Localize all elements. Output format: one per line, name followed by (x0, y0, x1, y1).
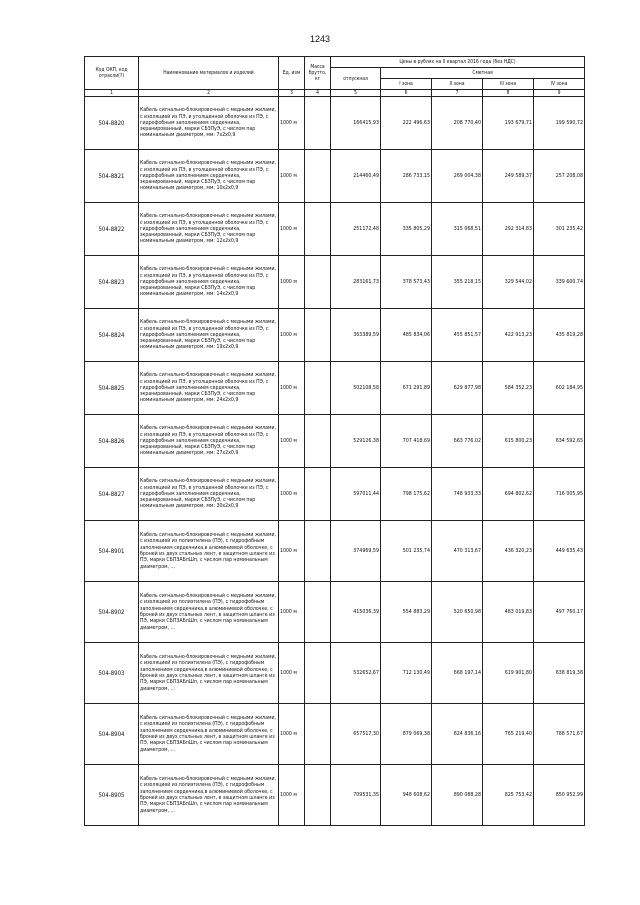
row-price-zone-3: 249 589,37 (483, 150, 534, 203)
column-number: 4 (305, 90, 331, 97)
row-name: Кабель сигнально-блокировочный с медными жилами, с изоляцией из полиэтилена (ПЭ), с гидрофобным заполнением сердечника,в алюминиевой оболочке, с броней из двух стальных лент, в защитном шланге из ПЭ, марки СБПЗАБпШп, с числом пар номинальным диаметром, ... (139, 521, 279, 582)
row-name: Кабель сигнально-блокировочный с медными жилами, с изоляцией из полиэтилена (ПЭ), с гидрофобным заполнением сердечника,в алюминиевой оболочке, с броней из двух стальных лент, в защитном шланге из ПЭ, марки СБПЗАБпШп, с числом пар номинальным диаметром, ... (139, 643, 279, 704)
row-price-ex-works: 214460,49 (331, 150, 381, 203)
row-price-zone-1: 712 130,49 (381, 643, 432, 704)
row-price-ex-works: 502108,58 (331, 362, 381, 415)
row-unit: 1000 м (279, 521, 305, 582)
row-code: 504-8826 (85, 415, 139, 468)
row-name: Кабель сигнально-блокировочный с медными жилами, с изоляцией из полиэтилена (ПЭ), с гидрофобным заполнением сердечника,в алюминиевой оболочке, с броней из двух стальных лент, в защитном шланге из ПЭ, марки СБПЗАБпШп, с числом пар номинальным диаметром, ... (139, 582, 279, 643)
row-price-zone-3: 825 753,42 (483, 765, 534, 826)
table-row (85, 468, 585, 521)
row-mass (305, 256, 331, 309)
row-unit: 1000 м (279, 256, 305, 309)
row-unit: 1000 м (279, 362, 305, 415)
row-price-zone-1: 879 069,38 (381, 704, 432, 765)
row-code: 504-8901 (85, 521, 139, 582)
header-code: Код ОКП, код отрасли(?) (85, 57, 139, 90)
row-price-zone-3: 292 314,83 (483, 203, 534, 256)
row-price-zone-3: 193 679,71 (483, 97, 534, 150)
row-price-zone-4: 301 235,42 (534, 203, 585, 256)
column-number-row (85, 90, 585, 97)
row-mass (305, 97, 331, 150)
row-unit: 1000 м (279, 765, 305, 826)
row-price-zone-4: 638 819,38 (534, 643, 585, 704)
row-price-zone-3: 483 019,83 (483, 582, 534, 643)
row-code: 504-8820 (85, 97, 139, 150)
table-row (85, 765, 585, 826)
column-number: 6 (381, 90, 432, 97)
row-unit: 1000 м (279, 704, 305, 765)
header-mass: Масса брутто, кг (305, 57, 331, 90)
row-name: Кабель сигнально-блокировочный с медными жилами, с изоляцией из ПЭ, в утолщенной оболочке из ПЭ, с гидрофобным заполнением сердечника, экранированный, марки СБЗПуЭ, с числом пар номинальным диаметром, мм: 19х2х0,9 (139, 309, 279, 362)
row-code: 504-8822 (85, 203, 139, 256)
row-price-ex-works: 166415,93 (331, 97, 381, 150)
row-price-zone-1: 501 235,74 (381, 521, 432, 582)
row-price-zone-3: 619 901,80 (483, 643, 534, 704)
row-price-zone-3: 694 802,62 (483, 468, 534, 521)
row-price-zone-1: 798 175,62 (381, 468, 432, 521)
row-price-zone-2: 269 004,38 (432, 150, 483, 203)
table-row (85, 521, 585, 582)
row-unit: 1000 м (279, 643, 305, 704)
header-estimate: Сметная (381, 68, 585, 79)
row-name: Кабель сигнально-блокировочный с медными жилами, с изоляцией из ПЭ, в утолщенной оболочке из ПЭ, с гидрофобным заполнением сердечника, экранированный, марки СБЗПуЭ, с числом пар номинальным диаметром, мм: 14х2х0,9 (139, 256, 279, 309)
row-price-zone-4: 449 635,43 (534, 521, 585, 582)
row-unit: 1000 м (279, 97, 305, 150)
row-name: Кабель сигнально-блокировочный с медными жилами, с изоляцией из полиэтилена (ПЭ), с гидрофобным заполнением сердечника,в алюминиевой оболочке, с броней из двух стальных лент, в защитном шланге из ПЭ, марки СБПЗАБпШп, с числом пар номинальным диаметром, ... (139, 704, 279, 765)
row-price-ex-works: 363389,59 (331, 309, 381, 362)
row-price-zone-4: 199 590,72 (534, 97, 585, 150)
row-name: Кабель сигнально-блокировочный с медными жилами, с изоляцией из ПЭ, в утолщенной оболочке из ПЭ, с гидрофобным заполнением сердечника, экранированный, марки СБЗПуЭ, с числом пар номинальным диаметром, мм: 30х2х0,9 (139, 468, 279, 521)
table-row (85, 643, 585, 704)
row-mass (305, 521, 331, 582)
price-table (84, 56, 585, 826)
row-unit: 1000 м (279, 415, 305, 468)
row-price-zone-2: 355 218,15 (432, 256, 483, 309)
column-number: 2 (139, 90, 279, 97)
row-price-zone-3: 765 219,40 (483, 704, 534, 765)
table-row (85, 362, 585, 415)
row-price-zone-4: 634 592,65 (534, 415, 585, 468)
row-price-zone-2: 748 933,33 (432, 468, 483, 521)
header-name: Наименование материалов и изделий (139, 57, 279, 90)
row-mass (305, 415, 331, 468)
row-price-zone-2: 315 068,51 (432, 203, 483, 256)
row-name: Кабель сигнально-блокировочный с медными жилами, с изоляцией из полиэтилена (ПЭ), с гидрофобным заполнением сердечника,в алюминиевой оболочке, с броней из двух стальных лент, в защитном шланге из ПЭ, марки СБПЗАБпШп, с числом пар номинальным диаметром, ... (139, 765, 279, 826)
table-row (85, 704, 585, 765)
row-price-ex-works: 529126,38 (331, 415, 381, 468)
table-row (85, 97, 585, 150)
row-price-zone-2: 470 313,67 (432, 521, 483, 582)
row-name: Кабель сигнально-блокировочный с медными жилами, с изоляцией из ПЭ, в утолщенной оболочке из ПЭ, с гидрофобным заполнением сердечника, экранированный, марки СБЗПуЭ, с числом пар номинальным диаметром, мм: 12х2х0,9 (139, 203, 279, 256)
table-body (85, 97, 585, 826)
row-mass (305, 468, 331, 521)
row-price-zone-4: 850 952,99 (534, 765, 585, 826)
row-code: 504-8821 (85, 150, 139, 203)
table-row (85, 150, 585, 203)
page-number: 1243 (309, 34, 331, 44)
row-code: 504-8903 (85, 643, 139, 704)
table-row (85, 203, 585, 256)
row-price-zone-2: 208 770,40 (432, 97, 483, 150)
row-price-zone-3: 584 352,23 (483, 362, 534, 415)
row-price-ex-works: 251172,48 (331, 203, 381, 256)
table-row (85, 309, 585, 362)
row-name: Кабель сигнально-блокировочный с медными жилами, с изоляцией из ПЭ, в утолщенной оболочке из ПЭ, с гидрофобным заполнением сердечника, экранированный, марки СБЗПуЭ, с числом пар номинальным диаметром, мм: 7х2х0,9 (139, 97, 279, 150)
row-price-zone-1: 222 496,63 (381, 97, 432, 150)
row-price-zone-2: 663 776,02 (432, 415, 483, 468)
row-price-ex-works: 415036,39 (331, 582, 381, 643)
column-number: 7 (432, 90, 483, 97)
row-mass (305, 150, 331, 203)
table-row (85, 415, 585, 468)
row-unit: 1000 м (279, 203, 305, 256)
row-price-zone-2: 455 851,57 (432, 309, 483, 362)
row-price-zone-4: 497 760,17 (534, 582, 585, 643)
row-price-zone-3: 329 544,02 (483, 256, 534, 309)
row-price-zone-4: 602 184,95 (534, 362, 585, 415)
row-price-zone-1: 948 608,62 (381, 765, 432, 826)
row-unit: 1000 м (279, 582, 305, 643)
row-mass (305, 704, 331, 765)
row-price-zone-4: 716 005,95 (534, 468, 585, 521)
row-price-zone-2: 824 836,16 (432, 704, 483, 765)
column-number: 5 (331, 90, 381, 97)
row-code: 504-8902 (85, 582, 139, 643)
row-unit: 1000 м (279, 150, 305, 203)
row-price-zone-4: 257 208,08 (534, 150, 585, 203)
row-price-zone-3: 615 800,23 (483, 415, 534, 468)
row-mass (305, 582, 331, 643)
row-price-zone-1: 671 291,89 (381, 362, 432, 415)
header-zone-3: III зона (483, 79, 534, 90)
row-code: 504-8824 (85, 309, 139, 362)
row-price-zone-1: 707 418,69 (381, 415, 432, 468)
row-name: Кабель сигнально-блокировочный с медными жилами, с изоляцией из ПЭ, в утолщенной оболочке из ПЭ, с гидрофобным заполнением сердечника, экранированный, марки СБЗПуЭ, с числом пар номинальным диаметром, мм: 27х2х0,9 (139, 415, 279, 468)
header-price-group: Цены в рублях на II квартал 2016 года (без НДС) (331, 57, 585, 68)
row-price-ex-works: 597011,44 (331, 468, 381, 521)
header-unit: Ед. изм (279, 57, 305, 90)
row-name: Кабель сигнально-блокировочный с медными жилами, с изоляцией из ПЭ, в утолщенной оболочке из ПЭ, с гидрофобным заполнением сердечника, экранированный, марки СБЗПуЭ, с числом пар номинальным диаметром, мм: 10х2х0,9 (139, 150, 279, 203)
row-price-ex-works: 374969,59 (331, 521, 381, 582)
row-price-zone-1: 335 805,29 (381, 203, 432, 256)
header-ex-works: отпускная (331, 68, 381, 90)
row-code: 504-8827 (85, 468, 139, 521)
table-row (85, 582, 585, 643)
row-price-zone-1: 378 573,43 (381, 256, 432, 309)
header-zone-4: IV зона (534, 79, 585, 90)
row-price-zone-2: 629 877,98 (432, 362, 483, 415)
row-price-zone-2: 890 088,28 (432, 765, 483, 826)
row-price-ex-works: 709531,35 (331, 765, 381, 826)
row-mass (305, 309, 331, 362)
row-price-ex-works: 657517,30 (331, 704, 381, 765)
row-price-ex-works: 283161,73 (331, 256, 381, 309)
row-mass (305, 203, 331, 256)
header-zone-1: I зона (381, 79, 432, 90)
column-number: 8 (483, 90, 534, 97)
row-price-zone-4: 339 600,74 (534, 256, 585, 309)
row-price-zone-4: 788 571,67 (534, 704, 585, 765)
row-code: 504-8823 (85, 256, 139, 309)
row-mass (305, 765, 331, 826)
row-name: Кабель сигнально-блокировочный с медными жилами, с изоляцией из ПЭ, в утолщенной оболочке из ПЭ, с гидрофобным заполнением сердечника, экранированный, марки СБЗПуЭ, с числом пар номинальным диаметром, мм: 24х2х0,9 (139, 362, 279, 415)
column-number: 3 (279, 90, 305, 97)
column-number: 9 (534, 90, 585, 97)
row-price-zone-4: 435 819,28 (534, 309, 585, 362)
row-price-ex-works: 532652,67 (331, 643, 381, 704)
row-price-zone-2: 520 650,98 (432, 582, 483, 643)
row-price-zone-3: 422 913,23 (483, 309, 534, 362)
row-price-zone-3: 436 320,23 (483, 521, 534, 582)
header-zone-2: II зона (432, 79, 483, 90)
row-price-zone-1: 554 883,29 (381, 582, 432, 643)
row-code: 504-8904 (85, 704, 139, 765)
row-price-zone-2: 668 197,14 (432, 643, 483, 704)
row-unit: 1000 м (279, 309, 305, 362)
column-number: 1 (85, 90, 139, 97)
row-price-zone-1: 485 834,06 (381, 309, 432, 362)
row-code: 504-8825 (85, 362, 139, 415)
row-price-zone-1: 286 733,15 (381, 150, 432, 203)
row-mass (305, 362, 331, 415)
row-unit: 1000 м (279, 468, 305, 521)
row-code: 504-8905 (85, 765, 139, 826)
table-row (85, 256, 585, 309)
row-mass (305, 643, 331, 704)
